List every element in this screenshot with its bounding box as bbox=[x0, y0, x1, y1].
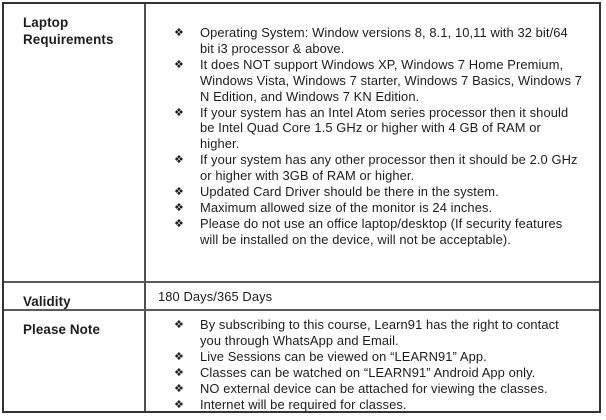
requirements-table bbox=[2, 2, 601, 413]
bullet-item-text: It does NOT support Windows XP, Windows 7 Home Premium, Windows Vista, Windows 7 starter, Windows 7 Basics, Windows 7 N Edition, and Windows 7 KN Edition. bbox=[200, 56, 582, 104]
bullet-item-text: Live Sessions can be viewed on “LEARN91” App. bbox=[200, 348, 487, 364]
validity-value: 180 Days/365 Days bbox=[146, 283, 599, 311]
please-note-bullet-list bbox=[146, 317, 599, 411]
bullet-item bbox=[146, 397, 599, 411]
bullet-item-text: Operating System: Window versions 8, 8.1, 10,11 with 32 bit/64 bit i3 processor & above. bbox=[200, 25, 568, 56]
bullet-item bbox=[146, 152, 599, 184]
bullet-item bbox=[146, 25, 599, 57]
diamond-bullet-icon: ❖ bbox=[174, 26, 184, 39]
diamond-bullet-icon: ❖ bbox=[174, 57, 184, 71]
bullet-item-text: Maximum allowed size of the monitor is 24 inches. bbox=[200, 199, 493, 215]
diamond-bullet-icon: ❖ bbox=[174, 381, 184, 395]
bullet-item-text: If your system has any other processor then it should be 2.0 GHz or higher with 3GB of RAM or higher. bbox=[200, 152, 578, 184]
diamond-bullet-icon: ❖ bbox=[174, 365, 184, 379]
diamond-bullet-icon: ❖ bbox=[174, 216, 184, 230]
diamond-bullet-icon: ❖ bbox=[174, 153, 184, 167]
bullet-item-text: NO external device can be attached for viewing the classes. bbox=[200, 380, 548, 396]
laptop-requirements-content bbox=[146, 4, 599, 283]
bullet-item-text: By subscribing to this course, Learn91 has the right to contact you through WhatsApp and Email. bbox=[200, 317, 559, 348]
bullet-item bbox=[146, 381, 599, 397]
please-note-content bbox=[146, 311, 599, 411]
diamond-bullet-icon: ❖ bbox=[174, 397, 184, 411]
bullet-item-text: If your system has an Intel Atom series processor then it should be Intel Quad Core 1.5 GHz or higher with 4 GB of RAM or higher. bbox=[200, 104, 569, 152]
diamond-bullet-icon: ❖ bbox=[174, 318, 184, 331]
validity-label: Validity bbox=[4, 283, 146, 311]
bullet-item bbox=[146, 216, 599, 248]
diamond-bullet-icon: ❖ bbox=[174, 200, 184, 214]
please-note-label: Please Note bbox=[4, 311, 146, 411]
diamond-bullet-icon: ❖ bbox=[174, 105, 184, 119]
bullet-item-text: Internet will be required for classes. bbox=[200, 396, 407, 411]
bullet-item-text: Updated Card Driver should be there in the system. bbox=[200, 184, 499, 200]
bullet-item bbox=[146, 200, 599, 216]
laptop-requirements-label: Laptop Requirements bbox=[4, 4, 146, 283]
bullet-item bbox=[146, 365, 599, 381]
bullet-item bbox=[146, 184, 599, 200]
diamond-bullet-icon: ❖ bbox=[174, 349, 184, 363]
laptop-requirements-bullet-list bbox=[146, 25, 599, 248]
diamond-bullet-icon: ❖ bbox=[174, 185, 184, 199]
bullet-item bbox=[146, 317, 599, 349]
bullet-item-text: Please do not use an office laptop/desktop (If security features will be installed on the device, will not be acceptable). bbox=[200, 215, 563, 247]
bullet-item bbox=[146, 105, 599, 153]
bullet-item bbox=[146, 349, 599, 365]
bullet-item bbox=[146, 57, 599, 105]
bullet-item-text: Classes can be watched on “LEARN91” Android App only. bbox=[200, 364, 536, 380]
